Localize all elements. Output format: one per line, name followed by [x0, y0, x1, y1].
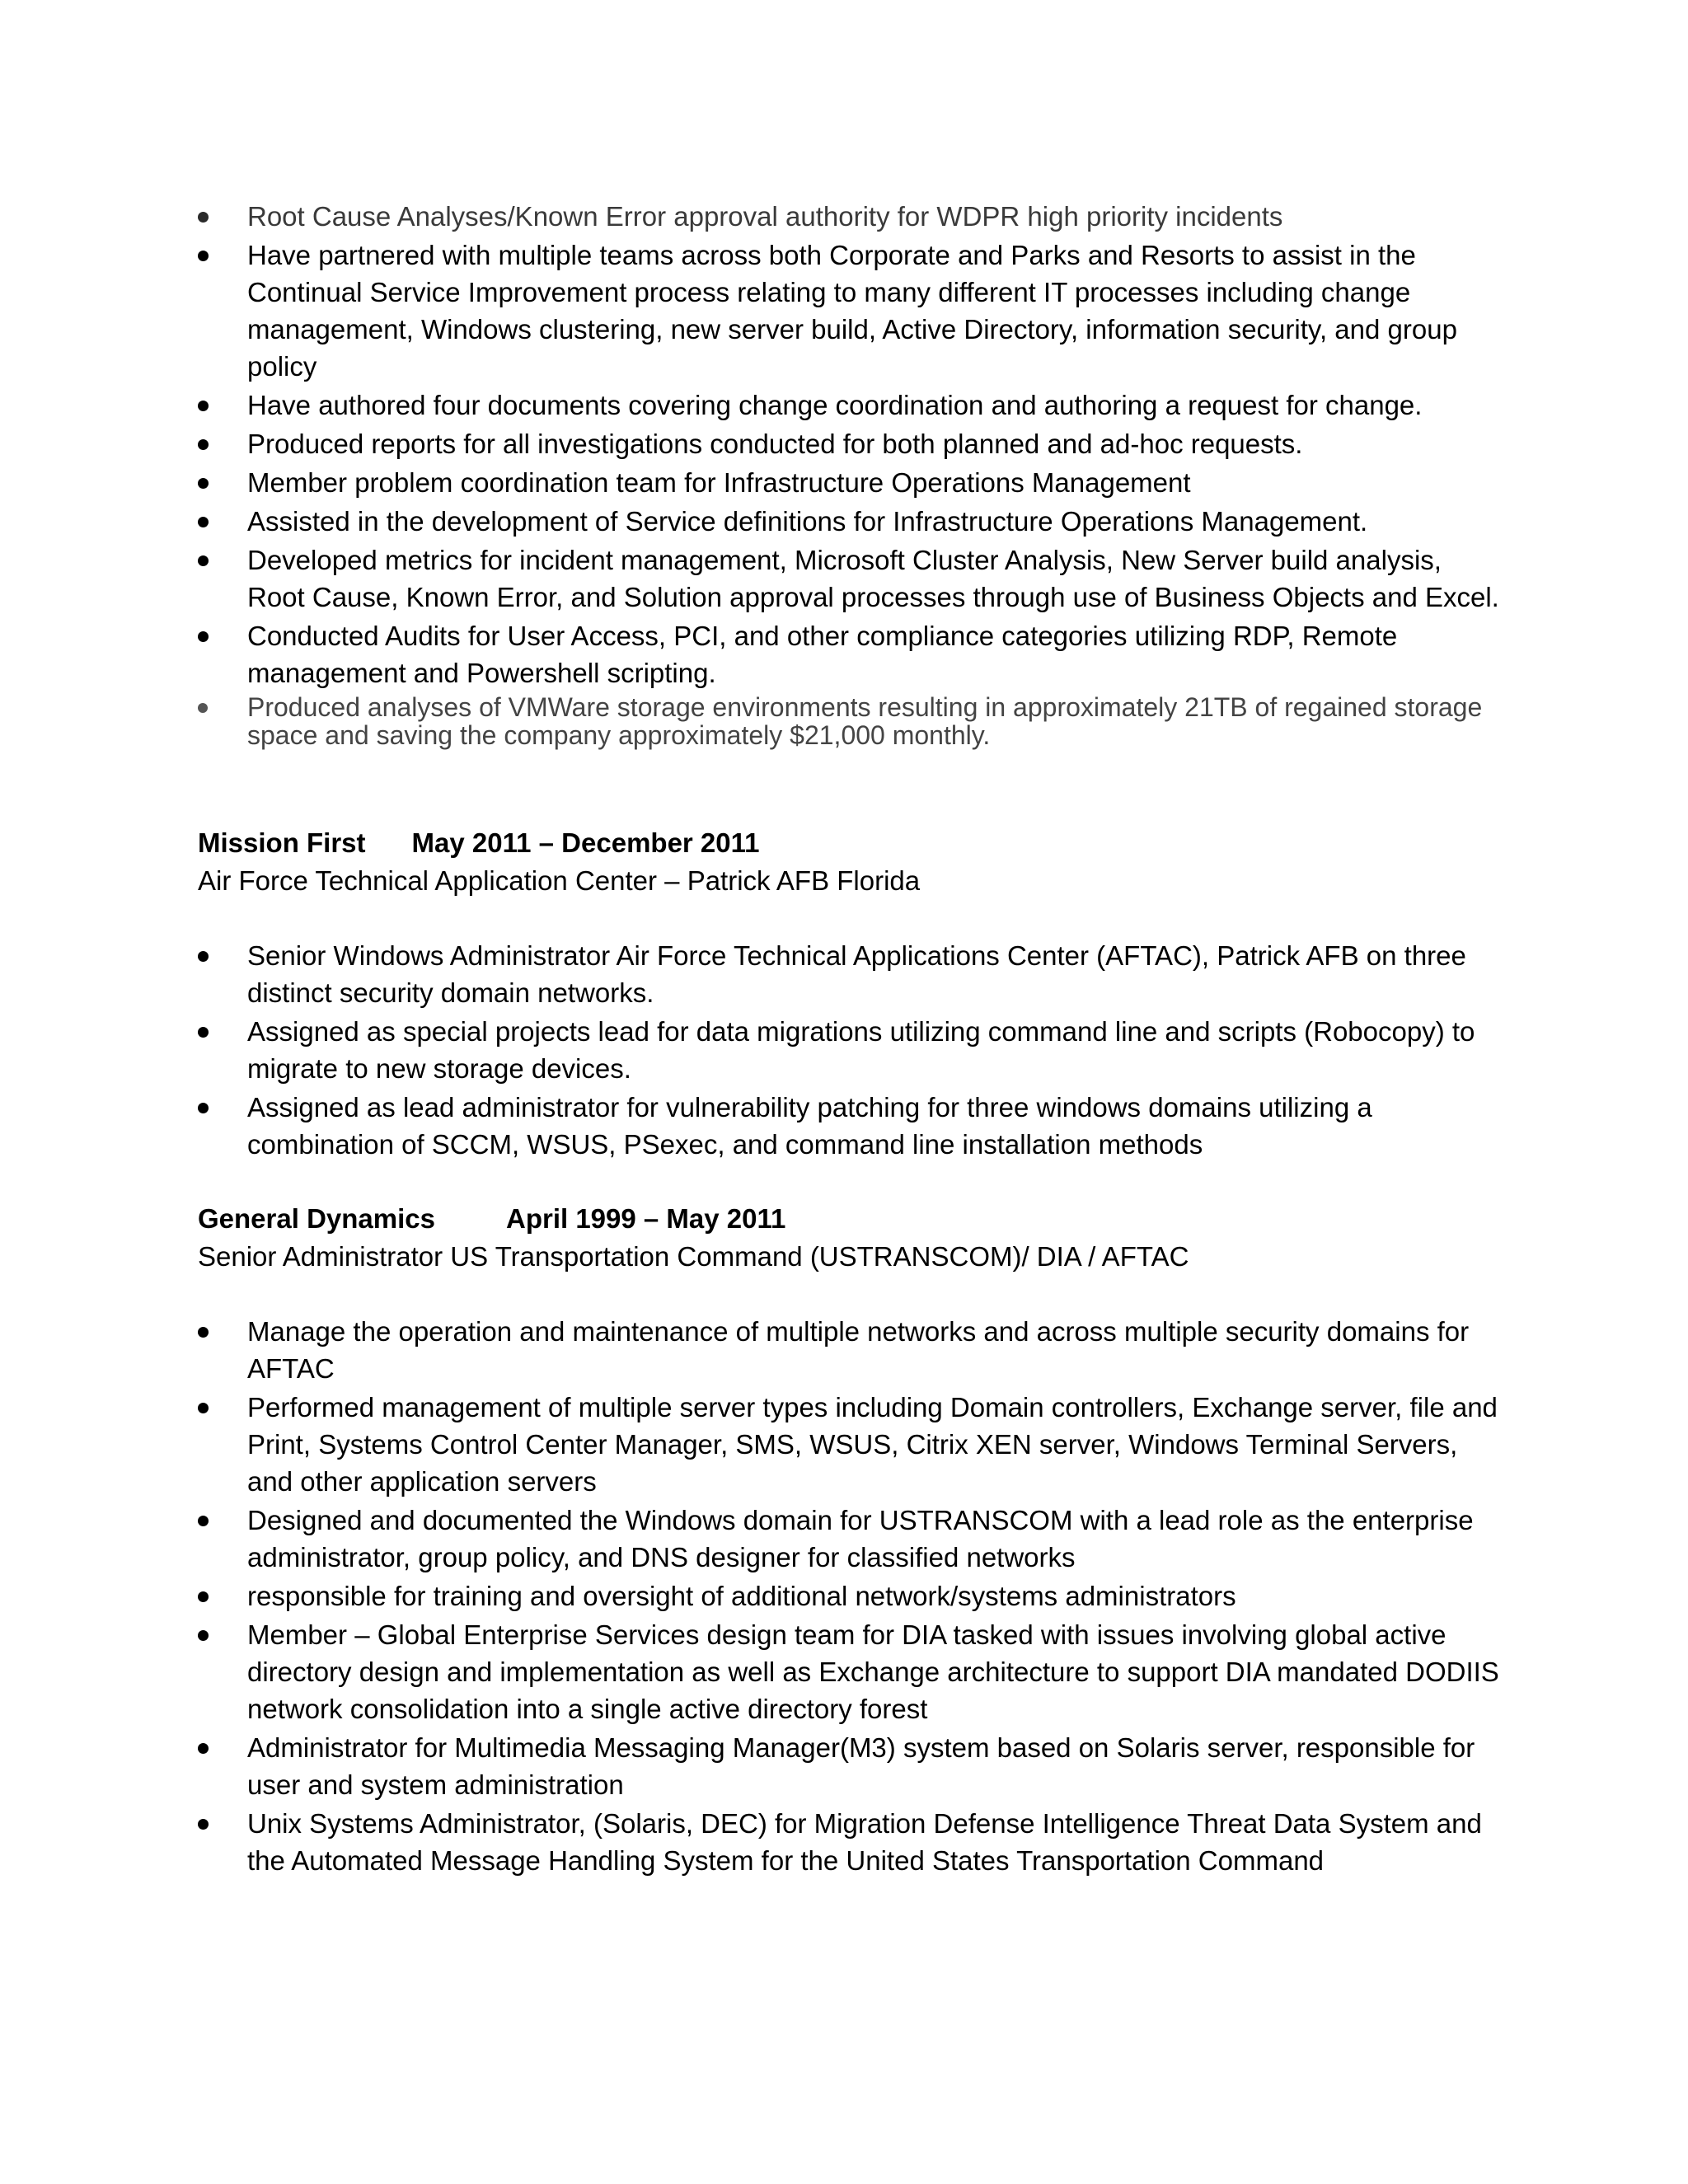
list-item: Senior Windows Administrator Air Force Technical Applications Center (AFTAC), Patrick AFB on three distinct security domain networks. — [247, 937, 1500, 1011]
list-item: Assisted in the development of Service definitions for Infrastructure Operations Management. — [247, 503, 1500, 540]
bullet-icon — [198, 439, 209, 450]
list-item: Produced analyses of VMWare storage environments resulting in approximately 21TB of regained storage space and saving the company approximately $21,000 monthly. — [247, 693, 1500, 749]
bullet-icon — [198, 1103, 209, 1113]
bullet-icon — [198, 1516, 209, 1526]
job-subtitle-mission-first: Air Force Technical Application Center – Patrick AFB Florida — [198, 865, 921, 896]
list-item: Performed management of multiple server types including Domain controllers, Exchange server, file and Print, Systems Control Center Manager, SMS, WSUS, Citrix XEN server, Windows Terminal Servers, and other application servers — [247, 1389, 1500, 1500]
bullet-icon — [198, 478, 209, 489]
list-item: Manage the operation and maintenance of multiple networks and across multiple security domains for AFTAC — [247, 1313, 1500, 1387]
bullet-icon — [198, 517, 209, 527]
list-item: responsible for training and oversight of additional network/systems administrators — [247, 1577, 1500, 1615]
bullet-icon — [198, 1819, 209, 1830]
bullet-icon — [198, 555, 209, 566]
bullet-icon — [198, 401, 209, 411]
bullet-icon — [198, 951, 209, 962]
company-name: Mission First — [198, 827, 366, 858]
list-item: Unix Systems Administrator, (Solaris, DEC) for Migration Defense Intelligence Threat Data System and the Automated Message Handling System for the United States Transportation Command — [247, 1805, 1500, 1879]
bullet-icon — [198, 1403, 209, 1413]
job-header-general-dynamics — [198, 1200, 785, 1237]
list-item: Administrator for Multimedia Messaging Manager(M3) system based on Solaris server, responsible for user and system administration — [247, 1729, 1500, 1803]
bullet-icon — [198, 212, 209, 223]
list-item: Have partnered with multiple teams across both Corporate and Parks and Resorts to assist in the Continual Service Improvement process relating to many different IT processes including change management, Windows clustering, new server build, Active Directory, information security, and group policy — [247, 237, 1500, 385]
company-name: General Dynamics — [198, 1203, 435, 1234]
list-item: Have authored four documents covering change coordination and authoring a request for change. — [247, 387, 1500, 424]
job-header-mission-first — [198, 824, 760, 861]
bullet-icon — [198, 1327, 209, 1338]
general-dynamics-bullet-list — [247, 1313, 1500, 1881]
bullet-icon — [198, 631, 209, 642]
list-item: Member problem coordination team for Infrastructure Operations Management — [247, 464, 1500, 501]
bullet-icon — [198, 1630, 209, 1641]
job-dates: April 1999 – May 2011 — [505, 1203, 786, 1234]
list-item: Designed and documented the Windows domain for USTRANSCOM with a lead role as the enterprise administrator, group policy, and DNS designer for classified networks — [247, 1502, 1500, 1576]
mission-first-bullet-list — [247, 937, 1500, 1165]
top-bullet-list — [247, 198, 1500, 751]
bullet-icon — [198, 703, 208, 713]
bullet-icon — [198, 1591, 209, 1602]
list-item: Root Cause Analyses/Known Error approval authority for WDPR high priority incidents — [247, 198, 1500, 235]
bullet-icon — [198, 251, 209, 261]
list-item: Member – Global Enterprise Services design team for DIA tasked with issues involving global active directory design and implementation as well as Exchange architecture to support DIA mandated DODIIS network consolidation into a single active directory forest — [247, 1616, 1500, 1727]
list-item: Assigned as special projects lead for data migrations utilizing command line and scripts (Robocopy) to migrate to new storage devices. — [247, 1013, 1500, 1087]
list-item: Assigned as lead administrator for vulnerability patching for three windows domains utilizing a combination of SCCM, WSUS, PSexec, and command line installation methods — [247, 1089, 1500, 1163]
bullet-icon — [198, 1027, 209, 1038]
list-item: Produced reports for all investigations conducted for both planned and ad-hoc requests. — [247, 425, 1500, 462]
list-item: Developed metrics for incident management, Microsoft Cluster Analysis, New Server build analysis, Root Cause, Known Error, and Solution approval processes through use of Business Objects and Excel. — [247, 541, 1500, 616]
job-subtitle-general-dynamics: Senior Administrator US Transportation Command (USTRANSCOM)/ DIA / AFTAC — [198, 1241, 1189, 1272]
bullet-icon — [198, 1743, 209, 1754]
list-item: Conducted Audits for User Access, PCI, and other compliance categories utilizing RDP, Remote management and Powershell scripting. — [247, 617, 1500, 691]
job-dates: May 2011 – December 2011 — [411, 827, 760, 858]
